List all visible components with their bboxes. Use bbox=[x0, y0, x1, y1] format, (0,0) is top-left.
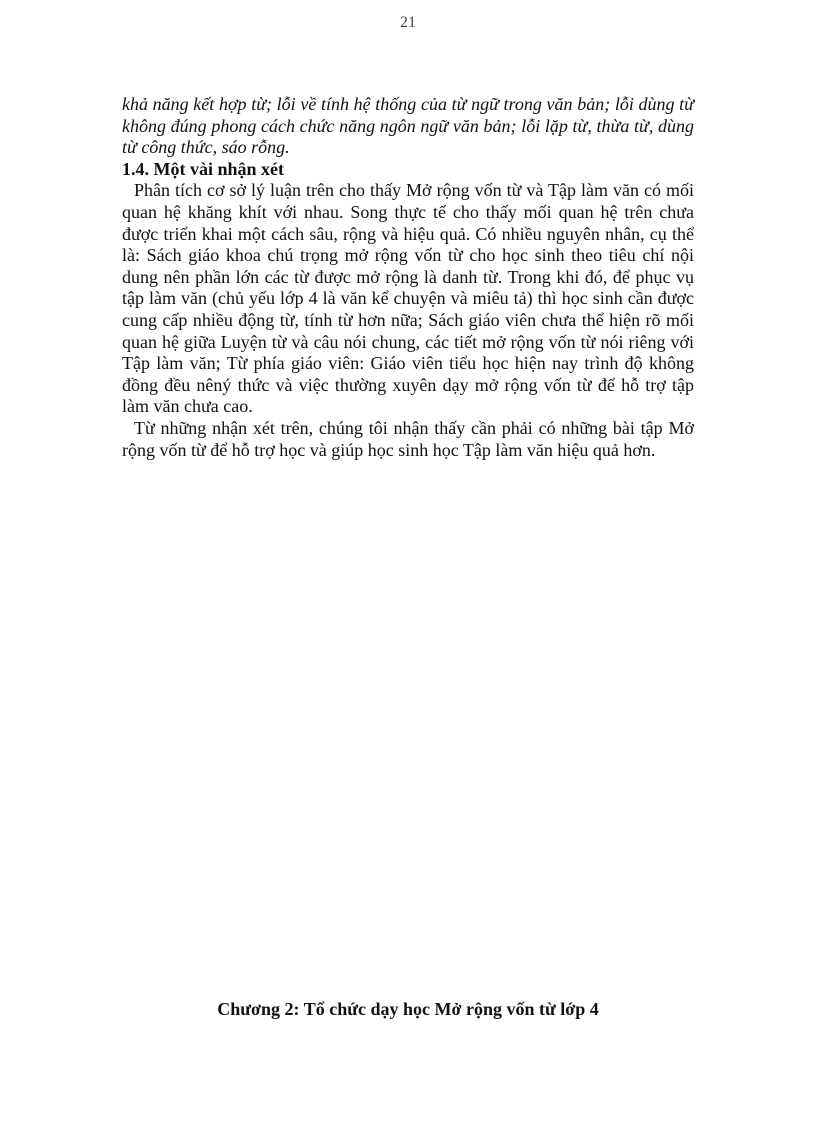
body-paragraph-2: Từ những nhận xét trên, chúng tôi nhận thấy cần phải có những bài tập Mở rộng vốn từ để hỗ trợ học và giúp học sinh học Tập làm văn hiệu quả hơn. bbox=[122, 417, 694, 460]
section-heading: 1.4. Một vài nhận xét bbox=[122, 158, 284, 179]
intro-italic-paragraph: khả năng kết hợp từ; lỗi về tính hệ thống của từ ngữ trong văn bản; lỗi dùng từ không đúng phong cách chức năng ngôn ngữ văn bản; lỗi lặp từ, thừa từ, dùng từ công thức, sáo rỗng. bbox=[122, 94, 694, 158]
page-number: 21 bbox=[400, 14, 416, 31]
document-body bbox=[122, 94, 694, 461]
chapter-title: Chương 2: Tổ chức dạy học Mở rộng vốn từ lớp 4 bbox=[217, 999, 599, 1019]
body-paragraph-1: Phân tích cơ sở lý luận trên cho thấy Mở rộng vốn từ và Tập làm văn có mối quan hệ khăng khít với nhau. Song thực tế cho thấy mối quan hệ trên chưa được triển khai một cách sâu, rộng và hiệu quả. Có nhiều nguyên nhân, cụ thể là: Sách giáo khoa chú trọng mở rộng vốn từ cho học sinh theo tiêu chí nội dung nên phần lớn các từ được mở rộng là danh từ. Trong khi đó, để phục vụ tập làm văn (chủ yếu lớp 4 là văn kể chuyện và miêu tả) thì học sinh cần được cung cấp nhiều động từ, tính từ hơn nữa; Sách giáo viên chưa thể hiện rõ mối quan hệ giữa Luyện từ và câu nói chung, các tiết mở rộng vốn từ nói riêng với Tập làm văn; Từ phía giáo viên: Giáo viên tiểu học hiện nay trình độ không đồng đều nêný thức và việc thường xuyên dạy mở rộng vốn từ để hỗ trợ tập làm văn chưa cao. bbox=[122, 180, 694, 417]
